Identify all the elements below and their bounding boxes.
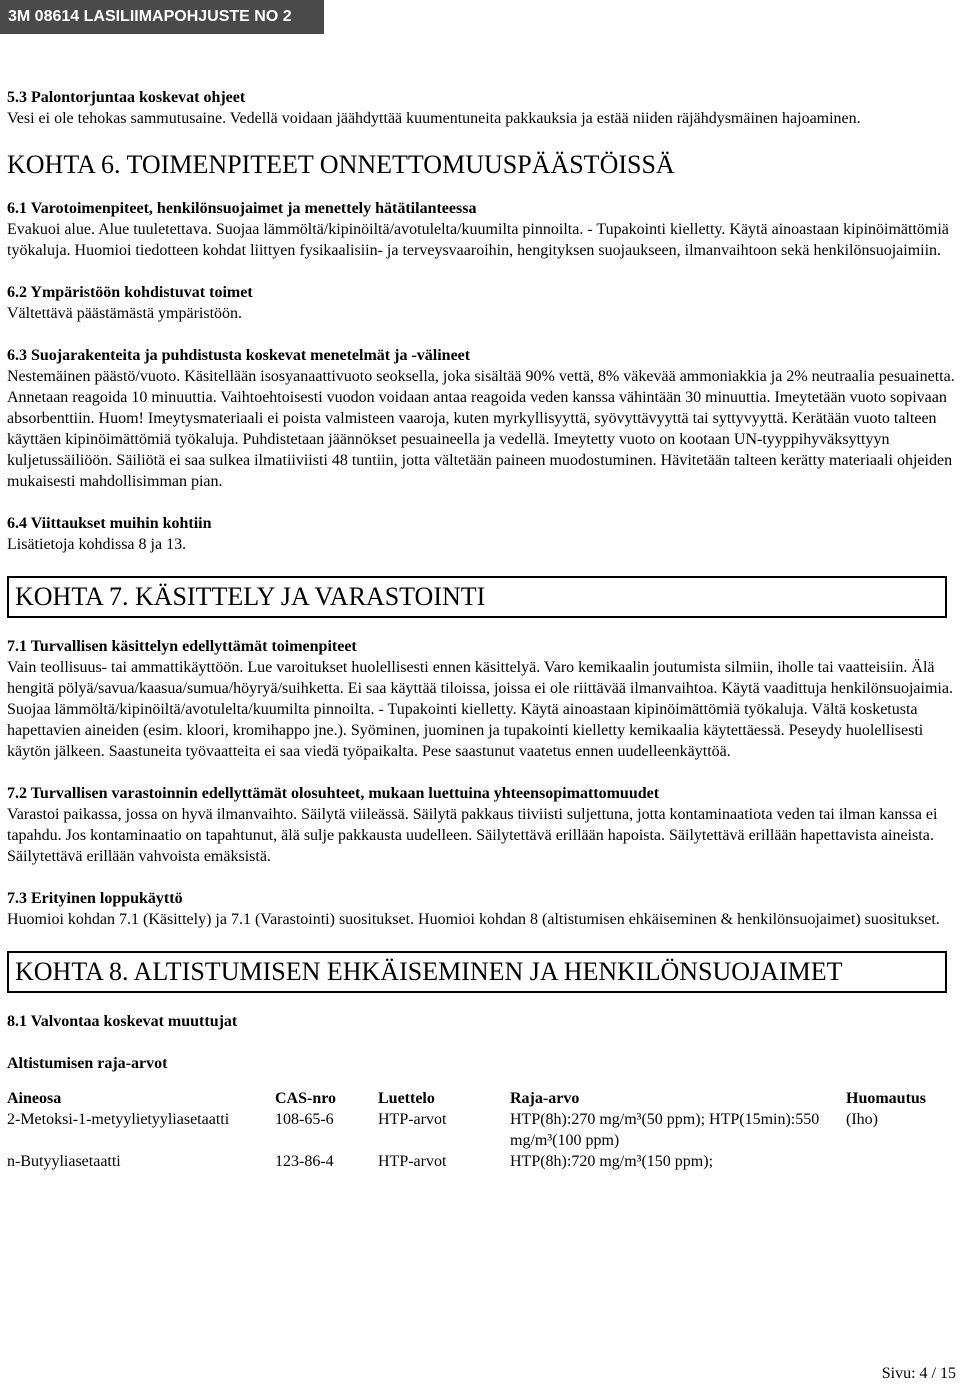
section-7-1-text: Vain teollisuus- tai ammattikäyttöön. Lue varoitukset huolellisesti ennen käsittelyä. Varo kemikaalin joutumista silmiin, iholle tai vaatteisiin. Älä hengitä pölyä/savua/kaasua/sumua/höyryä/suihketta. Ei saa käyttää tiloissa, joissa ei ole riittävää ilmanvaihtoa. Käytä vaadittuja henkilönsuojaimia. Suojaa lämmöltä/kipinöiltä/avotulelta/kuumilta pinnoilta. - Tupakointi kielletty. Käytä ainoastaan kipinöimättömiä työkaluja. Vältä kosketusta hapettavien aineiden (esim. kloori, kromihappo jne.). Syöminen, juominen ja tupakointi kielletty kemikaalia käytettäessä. Peseydy huolellisesti käytön jälkeen. Saastuneita työvaatteita ei saa viedä työpaikalta. Pese saastunut vaatetus ennen uudelleenkäyttöä. — [7, 659, 953, 760]
page-number: Sivu: 4 / 15 — [881, 1365, 956, 1382]
column-header-luettelo: Luettelo — [378, 1090, 435, 1107]
section-8-1 — [7, 1011, 955, 1032]
kohta-6-heading: KOHTA 6. TOIMENPITEET ONNETTOMUUSPÄÄSTÖISSÄ — [7, 150, 675, 179]
cell-huomautus: (Iho) — [846, 1111, 878, 1128]
section-8-1-title: 8.1 Valvontaa koskevat muuttujat — [7, 1013, 238, 1030]
section-7-3-title: 7.3 Erityinen loppukäyttö — [7, 890, 183, 907]
cell-cas: 108-65-6 — [275, 1111, 334, 1128]
table-row — [7, 1151, 955, 1172]
section-7-3-text: Huomioi kohdan 7.1 (Käsittely) ja 7.1 (Varastointi) suositukset. Huomioi kohdan 8 (altistumisen ehkäiseminen & henkilönsuojaimet) suositukset. — [7, 911, 940, 928]
section-7-2 — [7, 783, 955, 867]
cell-huomautus — [846, 1151, 955, 1172]
section-6-1 — [7, 198, 955, 261]
section-7-3 — [7, 888, 955, 930]
table-row — [7, 1109, 955, 1151]
cell-luettelo: HTP-arvot — [378, 1153, 447, 1170]
section-6-4-title: 6.4 Viittaukset muihin kohtiin — [7, 515, 212, 532]
column-header-huomautus: Huomautus — [846, 1090, 927, 1107]
cell-raja-arvo: HTP(8h):720 mg/m³(150 ppm); — [510, 1153, 714, 1170]
exposure-limits-title: Altistumisen raja-arvot — [7, 1055, 168, 1072]
section-6-3-title: 6.3 Suojarakenteita ja puhdistusta koskevat menetelmät ja -välineet — [7, 347, 471, 364]
section-7-2-text: Varastoi paikassa, jossa on hyvä ilmanvaihto. Säilytä viileässä. Säilytä pakkaus tiiviisti suljettuna, jotta kontaminaatiota veden tai ilman kanssa ei tapahdu. Jos kontaminaatio on tapahtunut, älä sulje pakkausta uudelleen. Säilytettävä erillään hapoista. Säilytettävä erillään hapettavista aineista. Säilytettävä erillään vahvoista emäksistä. — [7, 806, 938, 865]
section-6-4 — [7, 513, 955, 555]
kohta-8-heading: KOHTA 8. ALTISTUMISEN EHKÄISEMINEN JA HENKILÖNSUOJAIMET — [7, 951, 947, 993]
table-header-row — [7, 1088, 955, 1109]
kohta-7-heading: KOHTA 7. KÄSITTELY JA VARASTOINTI — [7, 576, 947, 618]
exposure-limits-table — [7, 1088, 955, 1172]
section-7-2-title: 7.2 Turvallisen varastoinnin edellyttämät olosuhteet, mukaan luettuina yhteensopimattomuudet — [7, 785, 660, 802]
column-header-aineosa: Aineosa — [7, 1090, 62, 1107]
section-6-2 — [7, 282, 955, 324]
section-6-2-title: 6.2 Ympäristöön kohdistuvat toimet — [7, 284, 253, 301]
cell-cas: 123-86-4 — [275, 1153, 334, 1170]
cell-aineosa: 2-Metoksi-1-metyylietyyliasetaatti — [7, 1111, 230, 1128]
column-header-raja-arvo: Raja-arvo — [510, 1090, 580, 1107]
section-5-3 — [7, 87, 955, 129]
document-page — [7, 87, 955, 1172]
section-5-3-text: Vesi ei ole tehokas sammutusaine. Vedellä voidaan jäähdyttää kuumentuneita pakkauksia ja estää niiden räjähdysmäinen hajoaminen. — [7, 110, 861, 127]
document-header-title: 3M 08614 LASILIIMAPOHJUSTE NO 2 — [0, 0, 324, 34]
cell-raja-arvo: HTP(8h):270 mg/m³(50 ppm); HTP(15min):550 mg/m³(100 ppm) — [510, 1111, 820, 1149]
section-6-3 — [7, 345, 955, 492]
section-6-1-title: 6.1 Varotoimenpiteet, henkilönsuojaimet ja menettely hätätilanteessa — [7, 200, 477, 217]
column-header-cas: CAS-nro — [275, 1090, 337, 1107]
section-6-4-text: Lisätietoja kohdissa 8 ja 13. — [7, 536, 187, 553]
section-6-3-text: Nestemäinen päästö/vuoto. Käsitellään isosyanaattivuoto seoksella, joka sisältää 90% vettä, 8% väkevää ammoniakkia ja 2% neutraalia pesuainetta. Annetaan reagoida 10 minuuttia. Vaihtoehtoisesti vuodon voidaan antaa reagoida veden kanssa vähintään 30 minuuttia. Imeytetään vuoto sopivaan absorbenttiin. Huom! Imeytysmateriaali ei poista valmisteen vaaroja, kuten myrkyllisyyttä, syövyttävyyttä tai syttyvyyttä. Kerätään vuoto talteen käyttäen kipinöimättömiä työkaluja. Puhdistetaan jäännökset pesuaineella ja vedellä. Imeytetty vuoto on kootaan UN-tyyppihyväksyttyyn kuljetussäiliöön. Säiliötä ei saa sulkea ilmatiiviisti 48 tuntiin, jotta vältetään paineen muodostuminen. Hävitetään talteen kerätty materiaali ohjeiden mukaisesti mahdollisimman pian. — [7, 368, 955, 490]
section-6-1-text: Evakuoi alue. Alue tuuletettava. Suojaa lämmöltä/kipinöiltä/avotulelta/kuumilta pinnoilta. - Tupakointi kielletty. Käytä ainoastaan kipinöimättömiä työkaluja. Huomioi tiedotteen kohdat liittyen fysikaalisiin- ja terveysvaaroihin, hengityksen suojaukseen, ilmanvaihtoon sekä henkilönsuojaimiin. — [7, 221, 949, 259]
section-6-2-text: Vältettävä päästämästä ympäristöön. — [7, 305, 243, 322]
section-5-3-title: 5.3 Palontorjuntaa koskevat ohjeet — [7, 89, 246, 106]
section-7-1 — [7, 636, 955, 762]
cell-luettelo: HTP-arvot — [378, 1111, 447, 1128]
cell-aineosa: n-Butyyliasetaatti — [7, 1153, 121, 1170]
section-7-1-title: 7.1 Turvallisen käsittelyn edellyttämät toimenpiteet — [7, 638, 357, 655]
